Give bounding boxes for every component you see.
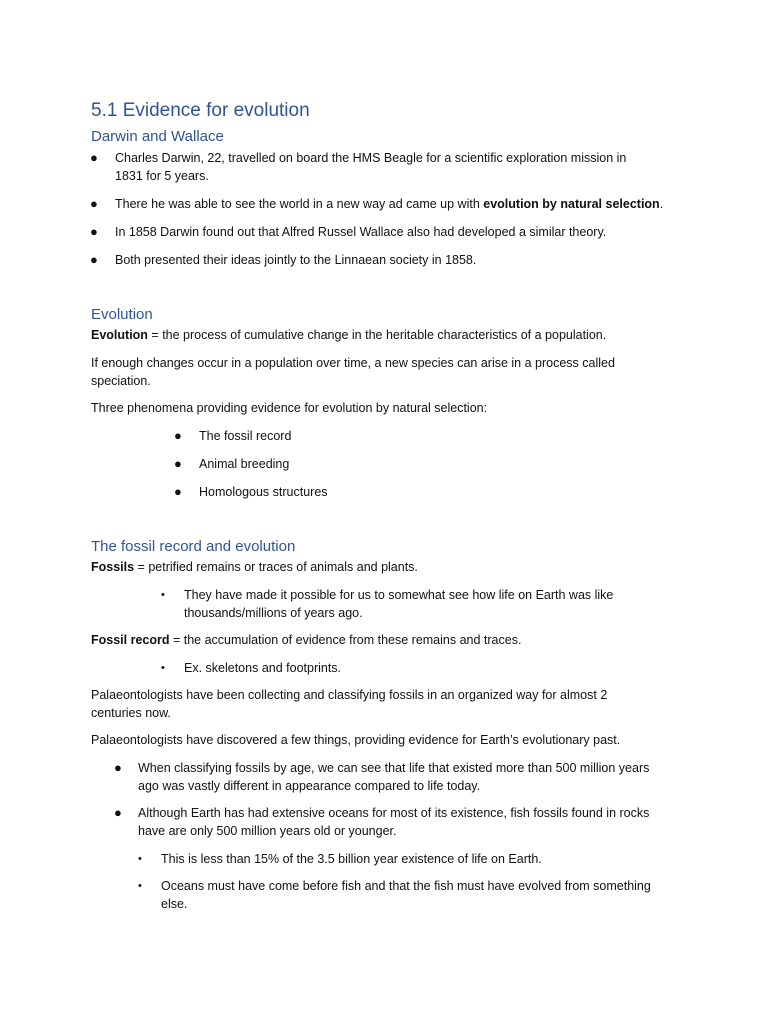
- bullet-dot: ●: [174, 456, 182, 471]
- discoveries-para: Palaeontologists have discovered a few things, providing evidence for Earth’s evolutionary past.: [91, 733, 621, 747]
- collecting-para-line-1: Palaeontologists have been collecting and classifying fossils in an organized way for almost 2: [91, 688, 608, 702]
- bullet-dot: ●: [90, 150, 98, 165]
- discovery-1-line-2: ago was vastly different in appearance compared to life today.: [138, 779, 481, 793]
- evolution-para-2-line-1: If enough changes occur in a population over time, a new species can arise in a process called: [91, 356, 615, 370]
- fossils-definition: [91, 558, 691, 576]
- heading-fossil-record: The fossil record and evolution: [91, 538, 296, 555]
- fossil-record-definition-text: = the accumulation of evidence from these remains and traces.: [169, 633, 522, 647]
- darwin-bullet-2-text: There he was able to see the world in a new way ad came up with: [115, 197, 484, 211]
- sub-point-2-line-2: else.: [161, 897, 188, 911]
- evidence-item-animal-breeding: Animal breeding: [199, 457, 290, 471]
- darwin-bullet-2-end: .: [659, 197, 664, 211]
- fossil-record-definition: [91, 631, 691, 649]
- evidence-item-homologous-structures: Homologous structures: [199, 485, 328, 499]
- bullet-dot: •: [138, 880, 142, 892]
- evolution-definition: [91, 326, 691, 344]
- fossils-definition-text: = petrified remains or traces of animals and plants.: [134, 560, 418, 574]
- bullet-dot: •: [138, 853, 142, 865]
- darwin-bullet-1-line-1: Charles Darwin, 22, travelled on board the HMS Beagle for a scientific exploration mission in: [115, 151, 627, 165]
- darwin-bullet-2-bold: evolution by natural selection: [483, 197, 660, 211]
- fossils-bullet-line-1: They have made it possible for us to somewhat see how life on Earth was like: [184, 588, 614, 602]
- fossils-term: Fossils: [91, 560, 135, 574]
- collecting-para-line-2: centuries now.: [91, 706, 171, 720]
- darwin-bullet-1-line-2: 1831 for 5 years.: [115, 169, 209, 183]
- darwin-bullet-4: Both presented their ideas jointly to the Linnaean society in 1858.: [115, 253, 477, 267]
- bullet-dot: •: [161, 662, 165, 674]
- page-title: 5.1 Evidence for evolution: [91, 100, 310, 121]
- sub-point-1: This is less than 15% of the 3.5 billion year existence of life on Earth.: [161, 852, 542, 866]
- evolution-para-3: Three phenomena providing evidence for evolution by natural selection:: [91, 401, 488, 415]
- heading-darwin-wallace: Darwin and Wallace: [91, 128, 224, 145]
- bullet-dot: ●: [90, 196, 98, 211]
- fossil-record-term: Fossil record: [91, 633, 170, 647]
- bullet-dot: ●: [90, 224, 98, 239]
- evolution-para-2-line-2: speciation.: [91, 374, 151, 388]
- fossils-bullet-line-2: thousands/millions of years ago.: [184, 606, 363, 620]
- discovery-2-line-1: Although Earth has had extensive oceans for most of its existence, fish fossils found in rocks: [138, 806, 650, 820]
- evidence-item-fossil-record: The fossil record: [199, 429, 292, 443]
- evolution-term: Evolution: [91, 328, 148, 342]
- bullet-dot: ●: [174, 484, 182, 499]
- darwin-bullet-2: [115, 195, 715, 213]
- heading-evolution: Evolution: [91, 306, 153, 323]
- bullet-dot: •: [161, 589, 165, 601]
- fossil-record-example: Ex. skeletons and footprints.: [184, 661, 342, 675]
- sub-point-2-line-1: Oceans must have come before fish and that the fish must have evolved from something: [161, 879, 651, 893]
- bullet-dot: ●: [114, 805, 122, 820]
- bullet-dot: ●: [90, 252, 98, 267]
- darwin-bullet-3: In 1858 Darwin found out that Alfred Russel Wallace also had developed a similar theory.: [115, 225, 607, 239]
- bullet-dot: ●: [114, 760, 122, 775]
- bullet-dot: ●: [174, 428, 182, 443]
- discovery-2-line-2: have are only 500 million years old or younger.: [138, 824, 397, 838]
- evolution-definition-text: = the process of cumulative change in the heritable characteristics of a population.: [147, 328, 607, 342]
- discovery-1-line-1: When classifying fossils by age, we can see that life that existed more than 500 million years: [138, 761, 650, 775]
